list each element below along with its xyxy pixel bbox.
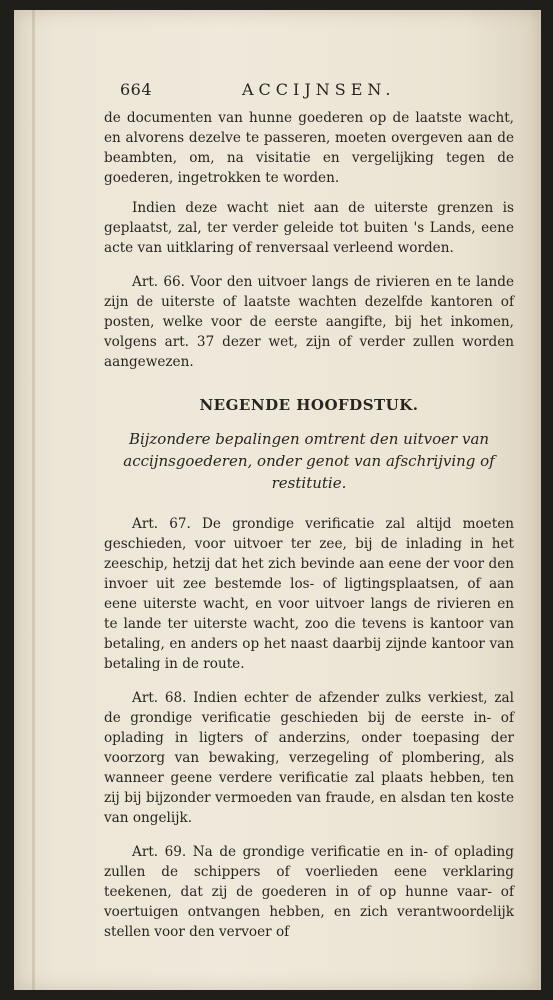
page-fold-shadow <box>32 10 35 990</box>
chapter-title: NEGENDE HOOFDSTUK. <box>199 396 419 414</box>
page-number: 664 <box>120 80 153 99</box>
article-66: Art. 66. Voor den uitvoer langs de rivieren en te lande zijn de uiterste of laatste wachten dezelfde kantoren of posten, welke voor de eerste aangifte, bij het inkomen, volgens art. 37 dezer wet, zijn of verder zullen worden aangewezen. <box>104 274 514 370</box>
article-68: Art. 68. Indien echter de afzender zulks verkiest, zal de grondige verificatie geschieden bij de eerste in- of oplading in ligters of anderzins, onder toepasing der voorzorg van bewaking, verzegeling of plombering, als wanneer geene verdere verificatie zal plaats hebben, ten zij bij bijzonder vermoeden van fraude, en alsdan ten koste van ongelijk. <box>104 690 514 826</box>
article-67: Art. 67. De grondige verificatie zal altijd moeten geschieden, voor uitvoer ter zee, bij de inlading in het zeeschip, hetzij dat het zich bevinde aan eene der voor den invoer uit zee bestemde los- of ligtingsplaatsen, of aan eene uiterste wacht, en voor uitvoer langs de rivieren en te lande ter uiterste wacht, zoo die tevens is kantoor van betaling, en anders op het naast daarbij zijnde kantoor van betaling in de route. <box>104 516 514 672</box>
paragraph-wacht: Indien deze wacht niet aan de uiterste grenzen is geplaatst, zal, ter verder geleide tot buiten 's Lands, eene acte van uitklaring of renversaal verleend worden. <box>104 200 514 256</box>
paragraph-continuation: de documenten van hunne goederen op de laatste wacht, en alvorens dezelve te passeren, moeten overgeven aan de beambten, om, na visitatie en vergelijking tegen de goederen, ingetrokken te worden. <box>104 110 514 186</box>
article-69: Art. 69. Na de grondige verificatie en in- of oplading zullen de schippers of voerlieden eene verklaring teekenen, dat zij de goederen in of op hunne vaar- of voertuigen ontvangen hebben, en zich verantwoordelijk stellen voor den vervoer of <box>104 844 514 940</box>
chapter-subtitle: Bijzondere bepalingen omtrent den uitvoer van accijnsgoederen, onder genot van afschrijving of restitutie. <box>123 430 495 492</box>
page-content <box>104 80 514 942</box>
page-header <box>104 80 514 108</box>
running-head: ACCIJNSEN. <box>242 80 396 99</box>
